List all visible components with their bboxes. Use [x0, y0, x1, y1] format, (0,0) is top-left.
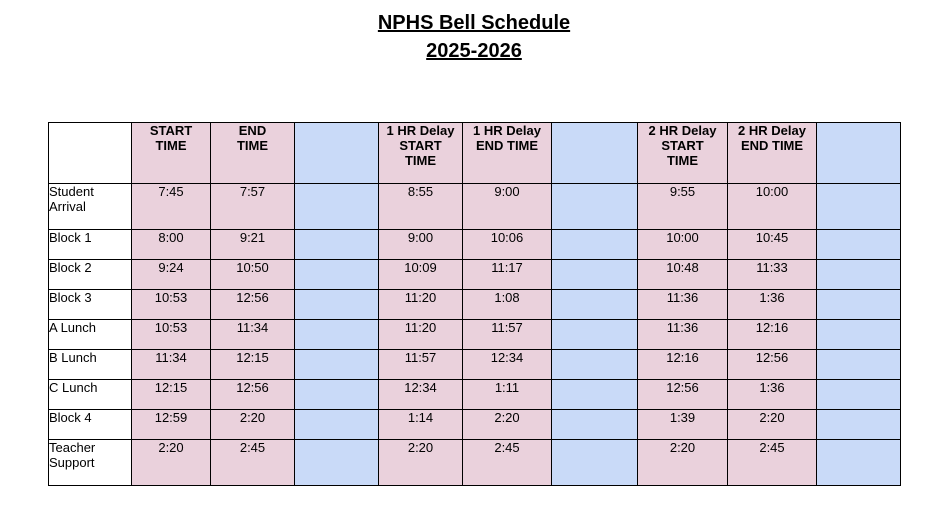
schedule-row [49, 350, 901, 380]
end-time-cell: 2:20 [211, 410, 295, 440]
schedule-row [49, 440, 901, 486]
spacer-cell [295, 290, 379, 320]
schedule-row [49, 290, 901, 320]
delay1-end-cell: 2:20 [463, 410, 552, 440]
end-time-cell: 7:57 [211, 184, 295, 230]
delay2-end-cell: 10:00 [728, 184, 817, 230]
start-time-cell: 12:59 [132, 410, 211, 440]
spacer-cell [295, 260, 379, 290]
end-time-cell: 9:21 [211, 230, 295, 260]
spacer-cell [295, 440, 379, 486]
delay2-start-cell: 10:48 [638, 260, 728, 290]
delay1-start-cell: 9:00 [379, 230, 463, 260]
delay1-start-cell: 12:34 [379, 380, 463, 410]
delay1-end-cell: 12:34 [463, 350, 552, 380]
end-time-cell: 12:15 [211, 350, 295, 380]
header-2hr-delay-end: 2 HR Delay END TIME [728, 123, 817, 184]
delay1-start-cell: 11:20 [379, 290, 463, 320]
period-label: Block 3 [49, 290, 132, 320]
delay2-end-cell: 10:45 [728, 230, 817, 260]
header-1hr-delay-start: 1 HR Delay START TIME [379, 123, 463, 184]
spacer-cell [552, 380, 638, 410]
period-label: A Lunch [49, 320, 132, 350]
delay1-start-cell: 2:20 [379, 440, 463, 486]
period-label: Block 2 [49, 260, 132, 290]
spacer-cell [817, 290, 901, 320]
delay1-start-cell: 8:55 [379, 184, 463, 230]
start-time-cell: 10:53 [132, 320, 211, 350]
delay1-end-cell: 11:57 [463, 320, 552, 350]
end-time-cell: 10:50 [211, 260, 295, 290]
delay1-end-cell: 1:11 [463, 380, 552, 410]
delay1-end-cell: 9:00 [463, 184, 552, 230]
spacer-cell [295, 350, 379, 380]
start-time-cell: 9:24 [132, 260, 211, 290]
start-time-cell: 8:00 [132, 230, 211, 260]
delay1-end-cell: 1:08 [463, 290, 552, 320]
schedule-row [49, 320, 901, 350]
header-spacer-2 [552, 123, 638, 184]
delay1-end-cell: 10:06 [463, 230, 552, 260]
page-title: NPHS Bell Schedule [377, 12, 571, 34]
school-year-subtitle: 2025-2026 [426, 40, 522, 62]
delay2-end-cell: 1:36 [728, 290, 817, 320]
delay2-start-cell: 12:56 [638, 380, 728, 410]
spacer-cell [295, 320, 379, 350]
delay1-start-cell: 11:57 [379, 350, 463, 380]
header-spacer-3 [817, 123, 901, 184]
period-label: C Lunch [49, 380, 132, 410]
schedule-row [49, 230, 901, 260]
spacer-cell [552, 350, 638, 380]
header-end-time: END TIME [211, 123, 295, 184]
spacer-cell [552, 260, 638, 290]
schedule-row [49, 184, 901, 230]
delay2-start-cell: 2:20 [638, 440, 728, 486]
period-label: Block 4 [49, 410, 132, 440]
spacer-cell [817, 350, 901, 380]
period-label: Student Arrival [49, 184, 132, 230]
spacer-cell [552, 440, 638, 486]
spacer-cell [552, 320, 638, 350]
spacer-cell [552, 290, 638, 320]
spacer-cell [817, 320, 901, 350]
spacer-cell [552, 184, 638, 230]
header-corner-cell [49, 123, 132, 184]
delay2-start-cell: 11:36 [638, 290, 728, 320]
period-label: Teacher Support [49, 440, 132, 486]
schedule-row [49, 260, 901, 290]
end-time-cell: 11:34 [211, 320, 295, 350]
delay2-end-cell: 12:56 [728, 350, 817, 380]
period-label: Block 1 [49, 230, 132, 260]
delay2-start-cell: 10:00 [638, 230, 728, 260]
delay2-start-cell: 12:16 [638, 350, 728, 380]
header-1hr-delay-end: 1 HR Delay END TIME [463, 123, 552, 184]
spacer-cell [817, 380, 901, 410]
spacer-cell [817, 260, 901, 290]
end-time-cell: 12:56 [211, 290, 295, 320]
spacer-cell [552, 230, 638, 260]
spacer-cell [295, 184, 379, 230]
delay2-start-cell: 11:36 [638, 320, 728, 350]
schedule-row [49, 410, 901, 440]
end-time-cell: 12:56 [211, 380, 295, 410]
delay2-end-cell: 2:20 [728, 410, 817, 440]
delay1-start-cell: 1:14 [379, 410, 463, 440]
schedule-row [49, 380, 901, 410]
spacer-cell [817, 184, 901, 230]
header-2hr-delay-start: 2 HR Delay START TIME [638, 123, 728, 184]
delay1-end-cell: 2:45 [463, 440, 552, 486]
spacer-cell [817, 410, 901, 440]
delay2-end-cell: 12:16 [728, 320, 817, 350]
delay2-end-cell: 1:36 [728, 380, 817, 410]
start-time-cell: 10:53 [132, 290, 211, 320]
delay1-end-cell: 11:17 [463, 260, 552, 290]
start-time-cell: 12:15 [132, 380, 211, 410]
period-label: B Lunch [49, 350, 132, 380]
delay1-start-cell: 11:20 [379, 320, 463, 350]
header-spacer-1 [295, 123, 379, 184]
spacer-cell [817, 440, 901, 486]
start-time-cell: 2:20 [132, 440, 211, 486]
spacer-cell [552, 410, 638, 440]
spacer-cell [817, 230, 901, 260]
end-time-cell: 2:45 [211, 440, 295, 486]
delay2-start-cell: 1:39 [638, 410, 728, 440]
header-start-time: START TIME [132, 123, 211, 184]
header-row [49, 123, 901, 184]
start-time-cell: 7:45 [132, 184, 211, 230]
delay1-start-cell: 10:09 [379, 260, 463, 290]
bell-schedule-table [48, 122, 901, 486]
delay2-end-cell: 2:45 [728, 440, 817, 486]
delay2-start-cell: 9:55 [638, 184, 728, 230]
spacer-cell [295, 230, 379, 260]
spacer-cell [295, 410, 379, 440]
spacer-cell [295, 380, 379, 410]
delay2-end-cell: 11:33 [728, 260, 817, 290]
start-time-cell: 11:34 [132, 350, 211, 380]
